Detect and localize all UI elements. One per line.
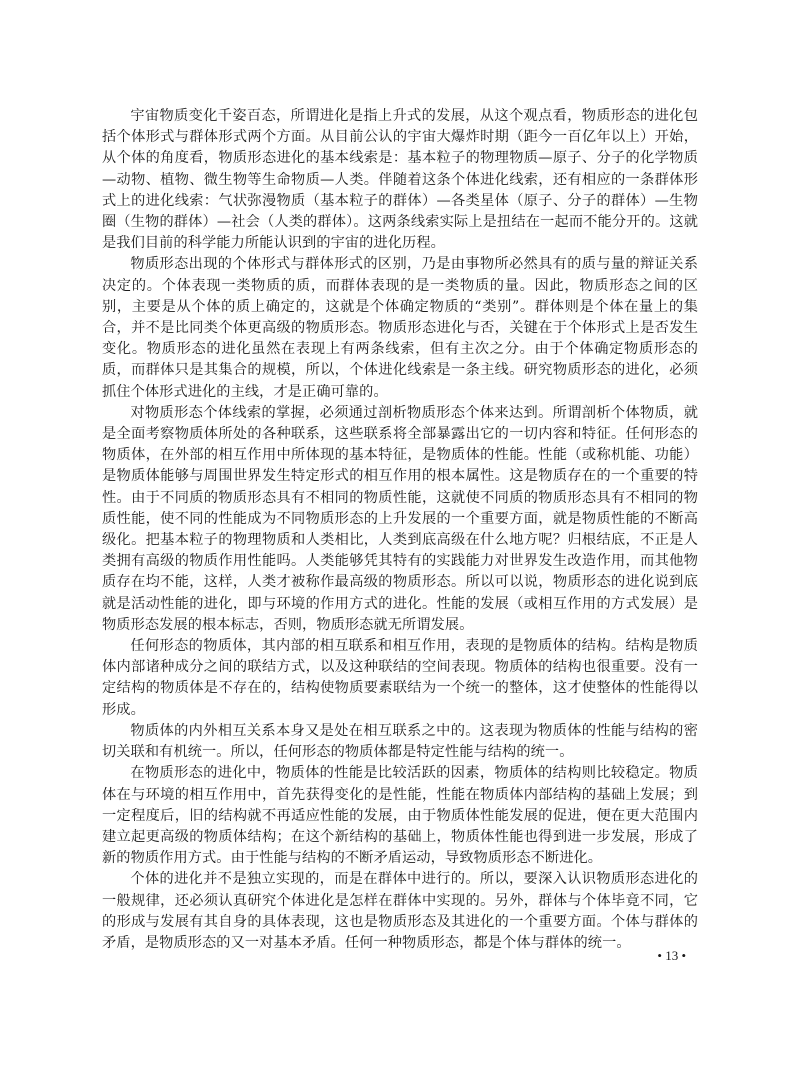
- paragraph-5: 物质体的内外相互关系本身又是处在相互联系之中的。这表现为物质体的性能与结构的密切关联和有机统一。所以，任何形态的物质体都是特定性能与结构的统一。: [102, 722, 698, 761]
- paragraph-1: 宇宙物质变化千姿百态，所谓进化是指上升式的发展，从这个观点看，物质形态的进化包括个体形式与群体形式两个方面。从目前公认的宇宙大爆炸时期（距今一百亿年以上）开始，从个体的角度看，物质形态进化的基本线索是：基本粒子的物理物质—原子、分子的化学物质—动物、植物、微生物等生命物质—人类。伴随着这条个体进化线索，还有相应的一条群体形式上的进化线索：气状弥漫物质（基本粒子的群体）—各类星体（原子、分子的群体）—生物圈（生物的群体）—社会（人类的群体）。这两条线索实际上是扭结在一起而不能分开的。这就是我们目前的科学能力所能认识到的宇宙的进化历程。: [102, 108, 698, 252]
- paragraph-3: 对物质形态个体线索的掌握，必须通过剖析物质形态个体来达到。所谓剖析个体物质，就是全面考察物质体所处的各种联系，这些联系将全部暴露出它的一切内容和特征。任何形态的物质体，在外部的相互作用中所体现的基本特征，是物质体的性能。性能（或称机能、功能）是物质体能够与周围世界发生特定形式的相互作用的根本属性。这是物质存在的一个重要的特性。由于不同质的物质形态具有不相同的物质性能，这就使不同质的物质形态具有不相同的物质性能，使不同的性能成为不同物质形态的上升发展的一个重要方面，就是物质性能的不断高级化。把基本粒子的物理物质和人类相比，人类到底高级在什么地方呢？归根结底，不正是人类拥有高级的物质作用性能吗。人类能够凭其特有的实践能力对世界发生改造作用，而其他物质存在均不能，这样，人类才被称作最高级的物质形态。所以可以说，物质形态的进化说到底就是活动性能的进化，即与环境的作用方式的进化。性能的发展（或相互作用的方式发展）是物质形态发展的根本标志，否则，物质形态就无所谓发展。: [102, 404, 698, 633]
- paragraph-4: 任何形态的物质体，其内部的相互联系和相互作用，表现的是物质体的结构。结构是物质体内部诸种成分之间的联结方式，以及这种联结的空间表现。物质体的结构也很重要。没有一定结构的物质体是不存在的，结构使物质要素联结为一个统一的整体，这才使整体的性能得以形成。: [102, 638, 698, 718]
- page-number: • 13 •: [657, 948, 686, 963]
- paragraph-7: 个体的进化并不是独立实现的，而是在群体中进行的。所以，要深入认识物质形态进化的一般规律，还必须认真研究个体进化是怎样在群体中实现的。另外，群体与个体毕竟不同，它的形成与发展有其自身的具体表现，这也是物质形态及其进化的一个重要方面。个体与群体的矛盾，是物质形态的又一对基本矛盾。任何一种物质形态，都是个体与群体的统一。: [102, 871, 698, 951]
- paragraph-2: 物质形态出现的个体形式与群体形式的区别，乃是由事物所必然具有的质与量的辩证关系决定的。个体表现一类物质的质，而群体表现的是一类物质的量。因此，物质形态之间的区别，主要是从个体的质上确定的，这就是个体确定物质的“类别”。群体则是个体在量上的集合，并不是比同类个体更高级的物质形态。物质形态进化与否，关键在于个体形式上是否发生变化。物质形态的进化虽然在表现上有两条线索，但有主次之分。由于个体确定物质形态的质，而群体只是其集合的规模，所以，个体进化线索是一条主线。研究物质形态的进化，必须抓住个体形式进化的主线，才是正确可靠的。: [102, 256, 698, 400]
- document-body: [102, 106, 698, 954]
- paragraph-6: 在物质形态的进化中，物质体的性能是比较活跃的因素，物质体的结构则比较稳定。物质体在与环境的相互作用中，首先获得变化的是性能，性能在物质体内部结构的基础上发展；到一定程度后，旧的结构就不再适应性能的发展，由于物质体性能发展的促进，便在更大范围内建立起更高级的物质体结构；在这个新结构的基础上，物质体性能也得到进一步发展，形成了新的物质作用方式。由于性能与结构的不断矛盾运动，导致物质形态不断进化。: [102, 765, 698, 867]
